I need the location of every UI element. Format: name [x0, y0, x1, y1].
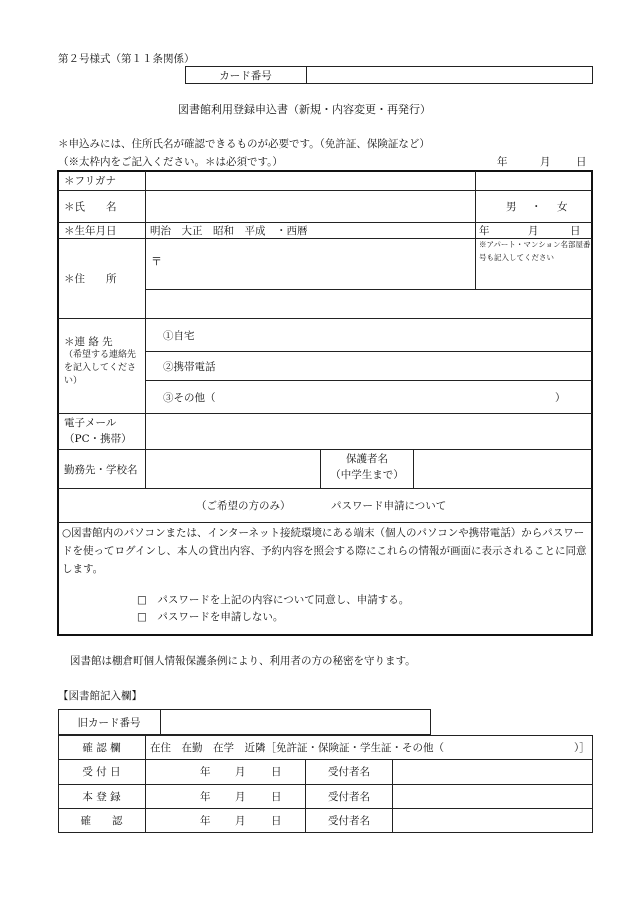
- reception-month: 月: [235, 766, 246, 778]
- password-consent-text: ○図書館内のパソコンまたは、インターネット接続環境にある端末（個人のパソコンや携帯電話）からパスワードを使ってログインし、本人の貸出内容、予約内容を照会する際にこれらの情報が画面に表示されることに同意します。: [62, 527, 587, 575]
- date-year: 年: [497, 156, 508, 168]
- email-label: [64, 415, 132, 447]
- birth-month: 月: [528, 225, 539, 237]
- date-day: 日: [576, 156, 587, 168]
- apartment-note: ※アパート・マンション名部屋番号も記入してください: [479, 240, 591, 262]
- birth-day: 日: [570, 225, 581, 237]
- library-section-heading: 【図書館記入欄】: [58, 690, 142, 702]
- check-receiver-field[interactable]: [394, 810, 591, 831]
- workplace-field[interactable]: [147, 451, 318, 487]
- guardian-label-line2: （中学生まで）: [330, 469, 404, 481]
- check-day: 日: [271, 815, 282, 827]
- check-receiver-label: 受付者名: [328, 815, 370, 827]
- old-card-label: 旧カード番号: [77, 716, 141, 729]
- workplace-label: 勤務先・学校名: [64, 463, 138, 476]
- reception-year: 年: [200, 766, 211, 778]
- registration-day: 日: [271, 790, 282, 803]
- card-number-label: カード番号: [219, 69, 272, 82]
- contact-mobile-label: ②携帯電話: [163, 360, 216, 373]
- name-label: ＊氏 名: [64, 201, 117, 213]
- contact-other-close: ）: [555, 391, 566, 404]
- password-optional: （ご希望の方のみ）: [196, 500, 291, 512]
- postal-mark: 〒: [151, 255, 162, 268]
- guardian-field[interactable]: [415, 451, 591, 487]
- contact-note: （希望する連絡先を記入してください）: [64, 350, 137, 386]
- contact-home-field[interactable]: [205, 321, 590, 349]
- address-label: ＊住 所: [64, 273, 117, 285]
- password-option-decline[interactable]: □ パスワードを申請しない。: [137, 611, 284, 623]
- address-field-1[interactable]: [166, 242, 472, 287]
- registration-receiver-field[interactable]: [394, 786, 591, 806]
- registration-receiver-label: 受付者名: [328, 790, 370, 803]
- guardian-label-line1: 保護者名: [346, 453, 388, 465]
- contact-other-label: ③その他（: [163, 391, 216, 404]
- email-label-line2: （PC・携帯）: [64, 433, 132, 445]
- email-field[interactable]: [147, 415, 591, 448]
- gender-separator: ・: [531, 201, 542, 213]
- form-title: 図書館利用登録申込書（新規・内容変更・再発行）: [178, 103, 431, 116]
- registration-label: 本 登 録: [82, 790, 121, 803]
- address-field-2[interactable]: [147, 291, 591, 317]
- reception-date-label: 受 付 日: [82, 766, 121, 778]
- instruction-note: （※太枠内をご記入ください。＊は必須です。）: [58, 156, 283, 168]
- check-year: 年: [200, 815, 211, 827]
- password-heading: パスワード申請について: [331, 500, 447, 512]
- furigana-field[interactable]: [147, 172, 473, 189]
- contact-mobile-field[interactable]: [225, 353, 590, 379]
- gender-male[interactable]: 男: [506, 201, 517, 213]
- requirement-note: ＊申込みには、住所氏名が確認できるものが必要です。（免許証、保険証など）: [58, 138, 430, 150]
- birth-year: 年: [479, 225, 490, 237]
- check-month: 月: [235, 815, 246, 827]
- birthdate-label: ＊生年月日: [64, 225, 117, 237]
- gender-female[interactable]: 女: [557, 201, 568, 213]
- card-number-field[interactable]: [307, 67, 592, 83]
- contact-home-label: ①自宅: [163, 329, 195, 342]
- contact-label: ＊連 絡 先: [64, 336, 113, 348]
- check-label: 確 認: [80, 815, 123, 827]
- contact-other-field[interactable]: [230, 383, 550, 411]
- reception-receiver-label: 受付者名: [328, 766, 370, 778]
- registration-year: 年: [200, 790, 211, 803]
- furigana-label: ＊フリガナ: [64, 175, 116, 187]
- privacy-notice: 図書館は棚倉町個人情報保護条例により、利用者の方の秘密を守ります。: [70, 655, 416, 667]
- confirm-close: ）］: [574, 741, 590, 754]
- password-option-apply[interactable]: □ パスワードを上記の内容について同意し、申請する。: [137, 594, 410, 606]
- registration-month: 月: [235, 790, 246, 803]
- guardian-label: [321, 451, 413, 483]
- reception-receiver-field[interactable]: [394, 761, 591, 782]
- reception-day: 日: [271, 766, 282, 778]
- confirm-options[interactable]: 在住 在勤 在学 近隣［免許証・保険証・学生証・その他（: [150, 741, 444, 754]
- email-label-line1: 電子メール: [64, 417, 117, 429]
- name-field[interactable]: [147, 192, 473, 221]
- confirm-label: 確 認 欄: [82, 741, 121, 754]
- form-number: 第２号様式（第１１条関係）: [58, 53, 195, 65]
- era-options[interactable]: 明治 大正 昭和 平成 ・西暦: [150, 225, 308, 237]
- date-month: 月: [540, 156, 551, 168]
- old-card-field[interactable]: [162, 711, 429, 733]
